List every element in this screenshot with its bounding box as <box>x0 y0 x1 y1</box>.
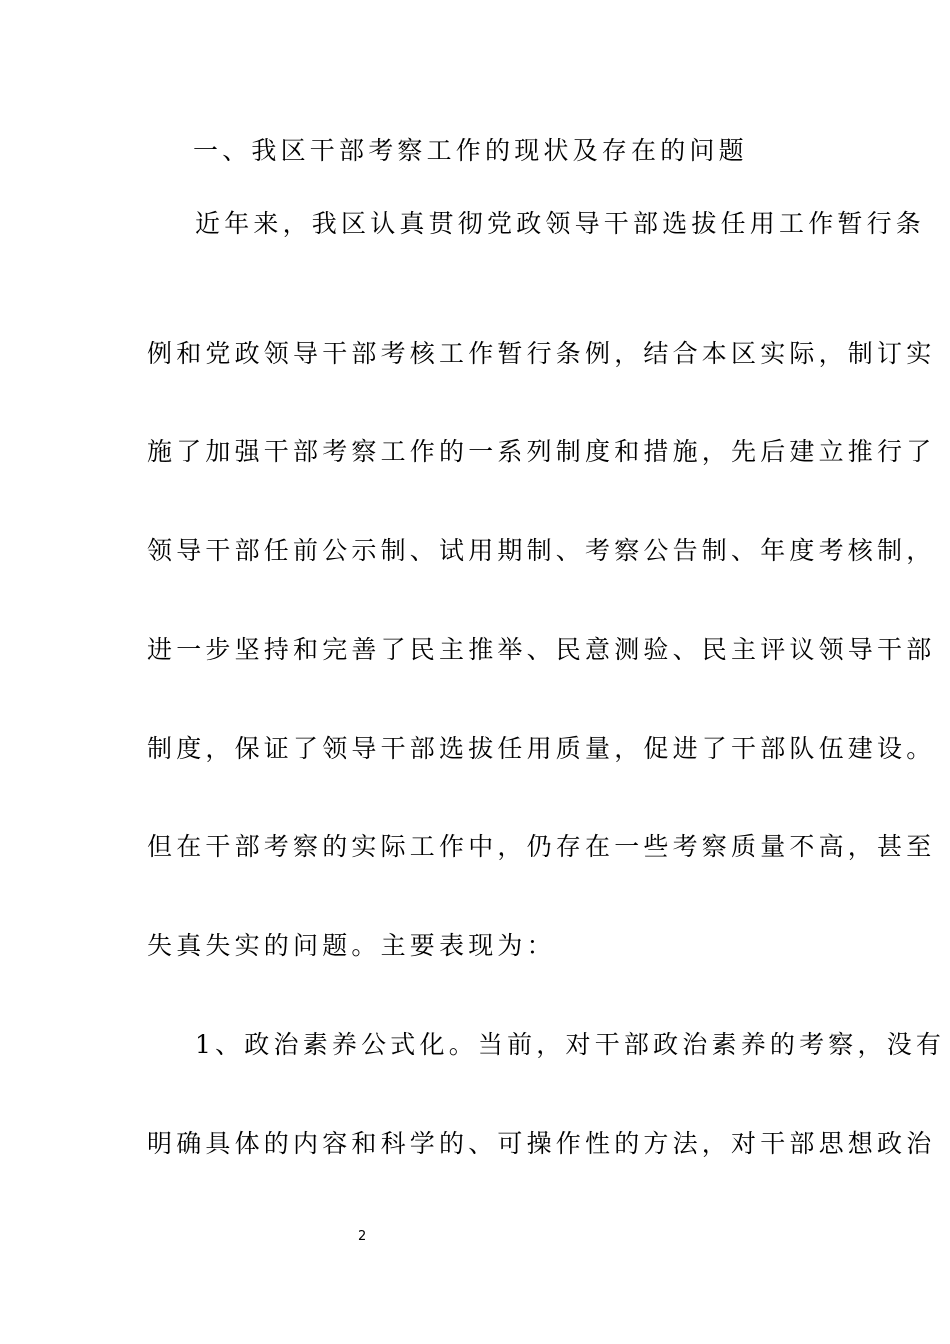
paragraph-line: 失真失实的问题。主要表现为： <box>147 931 556 960</box>
paragraph-line: 制度，保证了领导干部选拔任用质量，促进了干部队伍建设。 <box>147 734 936 763</box>
paragraph-line: 1、政治素养公式化。当前，对干部政治素养的考察，没有 <box>195 1030 946 1059</box>
paragraph-line: 领导干部任前公示制、试用期制、考察公告制、年度考核制， <box>147 536 936 565</box>
page-number: 2 <box>358 1229 367 1244</box>
paragraph-line: 施了加强干部考察工作的一系列制度和措施，先后建立推行了 <box>147 437 936 466</box>
section-heading: 一、我区干部考察工作的现状及存在的问题 <box>193 136 748 165</box>
paragraph-line: 明确具体的内容和科学的、可操作性的方法，对干部思想政治 <box>147 1129 936 1158</box>
paragraph-line: 例和党政领导干部考核工作暂行条例，结合本区实际，制订实 <box>147 339 936 368</box>
paragraph-line: 但在干部考察的实际工作中，仍存在一些考察质量不高，甚至 <box>147 832 936 861</box>
paragraph-line: 进一步坚持和完善了民主推举、民意测验、民主评议领导干部 <box>147 635 936 664</box>
paragraph-line: 近年来，我区认真贯彻党政领导干部选拔任用工作暂行条 <box>195 209 926 238</box>
